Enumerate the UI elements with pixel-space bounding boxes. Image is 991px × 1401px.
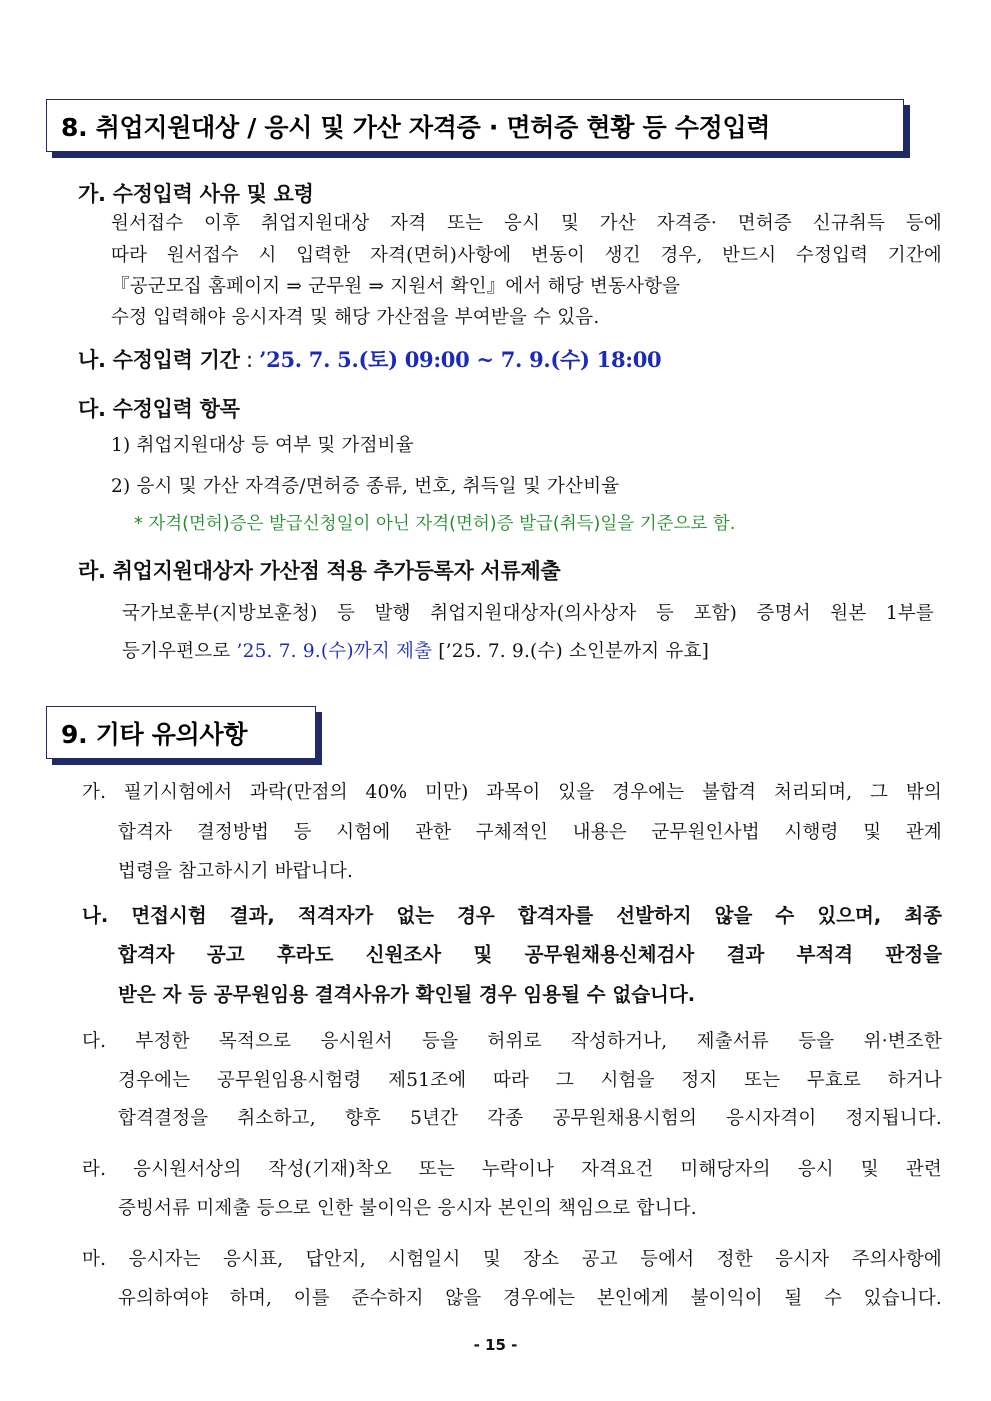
section-9-item-line: 합격자 결정방법 등 시험에 관한 구체적인 내용은 군무원인사법 시행령 및 관계 <box>118 822 942 843</box>
section-8-title-box <box>46 99 904 152</box>
section-8-ga-line: 따라 원서접수 시 입력한 자격(면허)사항에 변동이 생긴 경우, 반드시 수정입력 기간에 <box>111 245 942 266</box>
section-9-item-line: 증빙서류 미제출 등으로 인한 불이익은 응시자 본인의 책임으로 합니다. <box>118 1198 697 1219</box>
section-8-na-period: ’25. 7. 5.(토) 09:00 ~ 7. 9.(수) 18:00 <box>259 347 662 372</box>
section-9-item-line: 합격자 공고 후라도 신원조사 및 공무원채용신체검사 결과 부적격 판정을 <box>118 943 942 966</box>
page-number: - 15 - <box>473 1336 518 1354</box>
section-8-na-row <box>78 344 661 374</box>
section-8-ga-line: 수정 입력해야 응시자격 및 해당 가산점을 부여받을 수 있음. <box>111 307 600 328</box>
section-8-da-item: 2) 응시 및 가산 자격증/면허증 종류, 번호, 취득일 및 가산비율 <box>111 476 620 497</box>
section-9-item-line: 가. 필기시험에서 과락(만점의 40% 미만) 과목이 있을 경우에는 불합격 처리되며, 그 밖의 <box>82 782 942 803</box>
section-9-item-line: 라. 응시원서상의 작성(기재)착오 또는 누락이나 자격요건 미해당자의 응시 및 관련 <box>82 1159 942 1180</box>
section-8-ra-line1: 국가보훈부(지방보훈청) 등 발행 취업지원대상자(의사상자 등 포함) 증명서 원본 1부를 <box>122 603 934 624</box>
section-8-na-heading: 나. 수정입력 기간 <box>78 348 240 372</box>
section-8-ra-heading: 라. 취업지원대상자 가산점 적용 추가등록자 서류제출 <box>78 559 561 583</box>
section-8-ra-line2 <box>122 637 709 663</box>
section-9-item-line: 마. 응시자는 응시표, 답안지, 시험일시 및 장소 공고 등에서 정한 응시자 주의사항에 <box>82 1249 942 1270</box>
section-8-na-separator: : <box>239 348 260 372</box>
section-9-item-line: 법령을 참고하시기 바랍니다. <box>118 861 354 882</box>
section-9-item-line: 다. 부정한 목적으로 응시원서 등을 허위로 작성하거나, 제출서류 등을 위·변조한 <box>82 1031 942 1052</box>
section-9-item-line: 나. 면접시험 결과, 적격자가 없는 경우 합격자를 선발하지 않을 수 있으며, 최종 <box>82 904 942 927</box>
section-8-title: 8. 취업지원대상 / 응시 및 가산 자격증 · 면허증 현황 등 수정입력 <box>61 112 771 142</box>
section-8-ga-heading: 가. 수정입력 사유 및 요령 <box>78 182 314 206</box>
section-8-ra-deadline: ’25. 7. 9.(수)까지 제출 <box>236 641 433 662</box>
section-9-item-line: 받은 자 등 공무원임용 결격사유가 확인될 경우 임용될 수 없습니다. <box>118 983 696 1006</box>
section-8-da-note: * 자격(면허)증은 발급신청일이 아닌 자격(면허)증 발급(취득)일을 기준으로 함. <box>134 514 736 534</box>
section-8-ra-prefix: 등기우편으로 <box>122 641 237 662</box>
section-8-da-item: 1) 취업지원대상 등 여부 및 가점비율 <box>111 435 414 456</box>
section-9-title-box <box>46 706 316 759</box>
section-8-ra-suffix: [’25. 7. 9.(수) 소인분까지 유효] <box>432 641 710 662</box>
section-8-ga-line: 원서접수 이후 취업지원대상 자격 또는 응시 및 가산 자격증· 면허증 신규취득 등에 <box>111 213 942 234</box>
section-8-ga-line: 『공군모집 홈페이지 ⇒ 군무원 ⇒ 지원서 확인』에서 해당 변동사항을 <box>111 276 681 297</box>
section-8-da-heading: 다. 수정입력 항목 <box>78 397 240 421</box>
section-9-title: 9. 기타 유의사항 <box>61 719 248 749</box>
section-9-item-line: 유의하여야 하며, 이를 준수하지 않을 경우에는 본인에게 불이익이 될 수 있습니다. <box>118 1288 942 1309</box>
section-9-item-line: 합격결정을 취소하고, 향후 5년간 각종 공무원채용시험의 응시자격이 정지됩니다. <box>118 1108 942 1129</box>
section-9-item-line: 경우에는 공무원임용시험령 제51조에 따라 그 시험을 정지 또는 무효로 하거나 <box>118 1070 942 1091</box>
